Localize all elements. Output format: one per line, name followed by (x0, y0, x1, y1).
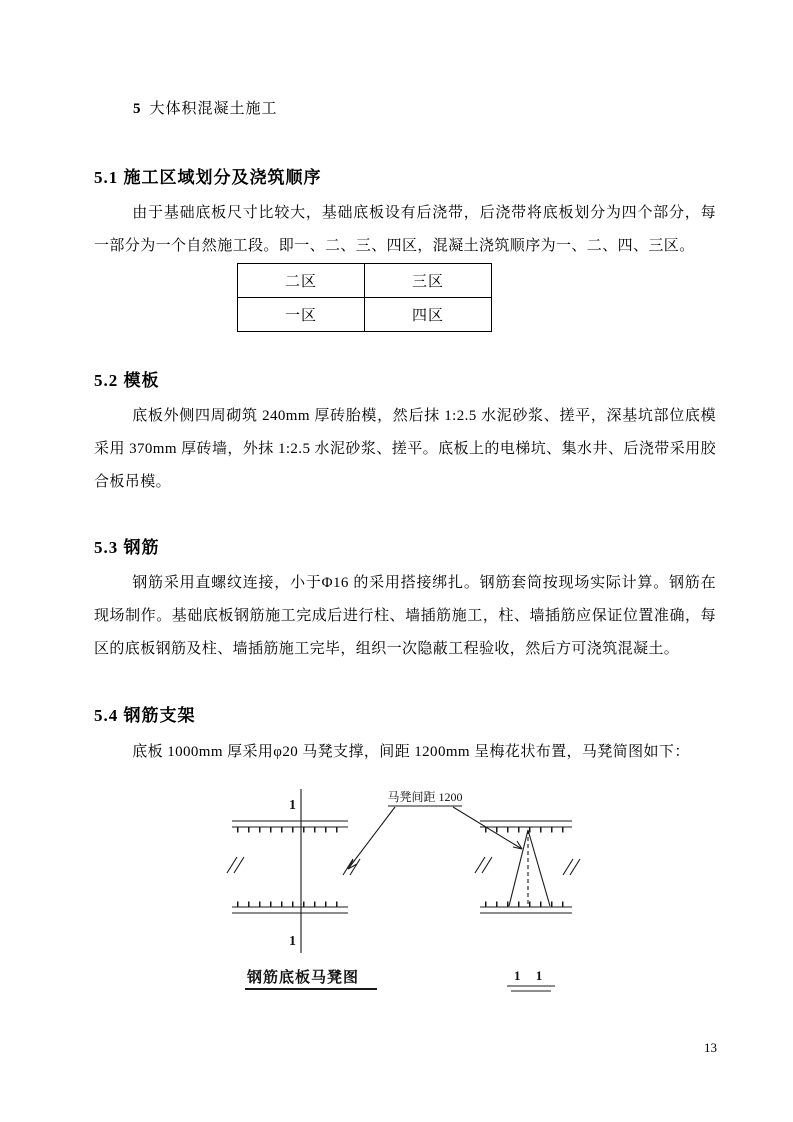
paragraph-5-1: 由于基础底板尺寸比较大，基础底板设有后浇带，后浇带将底板划分为四个部分，每一部分为一个自然施工段。即一、二、三、四区，混凝土浇筑顺序为一、二、四、三区。 (94, 205, 716, 254)
zones-table (237, 263, 492, 332)
chapter-title-line (94, 98, 716, 120)
heading-5-2: 5.2 模板 (94, 371, 160, 390)
cut-mark-bottom-label: 1 (289, 934, 296, 949)
left-slab-bottom-rebar (232, 904, 348, 913)
page-number: 13 (704, 1040, 717, 1055)
paragraph-5-2: 底板外侧四周砌筑 240mm 厚砖胎模，然后抹 1:2.5 水泥砂浆、搓平，深基坑部位底模采用 370mm 厚砖墙，外抹 1:2.5 水泥砂浆、搓平。底板上的电梯坑、集水井、后浇带采用胶合板吊模。 (94, 408, 716, 490)
table-cell: 一区 (238, 298, 365, 332)
table-cell: 四区 (365, 298, 492, 332)
right-slab-bottom-rebar (480, 904, 572, 913)
right-slab-top-rebar (480, 821, 572, 830)
section-mark-underline (507, 986, 555, 991)
madeng-support-figure (225, 783, 590, 998)
table-cell: 二区 (238, 264, 365, 298)
madeng-support-triangle (509, 830, 550, 906)
madeng-diagram-svg (225, 783, 590, 998)
figure-caption: 钢筋底板马凳图 (247, 970, 360, 986)
chapter-title: 大体积混凝土施工 (149, 101, 278, 117)
document-content (94, 98, 716, 998)
cut-mark-top-label: 1 (289, 798, 296, 813)
table-row (238, 298, 492, 332)
left-slab-top-rebar (232, 821, 348, 830)
table-row (238, 264, 492, 298)
paragraph-5-4: 底板 1000mm 厚采用φ20 马凳支撑，间距 1200mm 呈梅花状布置，马凳简图如下： (132, 744, 690, 760)
left-slab-break-marks (227, 857, 360, 875)
chapter-number: 5 (133, 101, 142, 117)
table-cell: 三区 (365, 264, 492, 298)
spacing-annotation-leaders (348, 806, 522, 869)
heading-5-4: 5.4 钢筋支架 (94, 706, 196, 725)
paragraph-5-3: 钢筋采用直螺纹连接，小于Φ16 的采用搭接绑扎。钢筋套筒按现场实际计算。钢筋在现场制作。基础底板钢筋施工完成后进行柱、墙插筋施工，柱、墙插筋应保证位置准确，每区的底板钢筋及柱、墙插筋施工完毕，组织一次隐蔽工程验收，然后方可浇筑混凝土。 (94, 575, 716, 657)
heading-5-1: 5.1 施工区域划分及浇筑顺序 (94, 168, 322, 187)
section-mark-label: 1 1 (514, 968, 549, 983)
spacing-annotation-label: 马凳间距 1200 (387, 790, 463, 804)
heading-5-3: 5.3 钢筋 (94, 538, 160, 557)
